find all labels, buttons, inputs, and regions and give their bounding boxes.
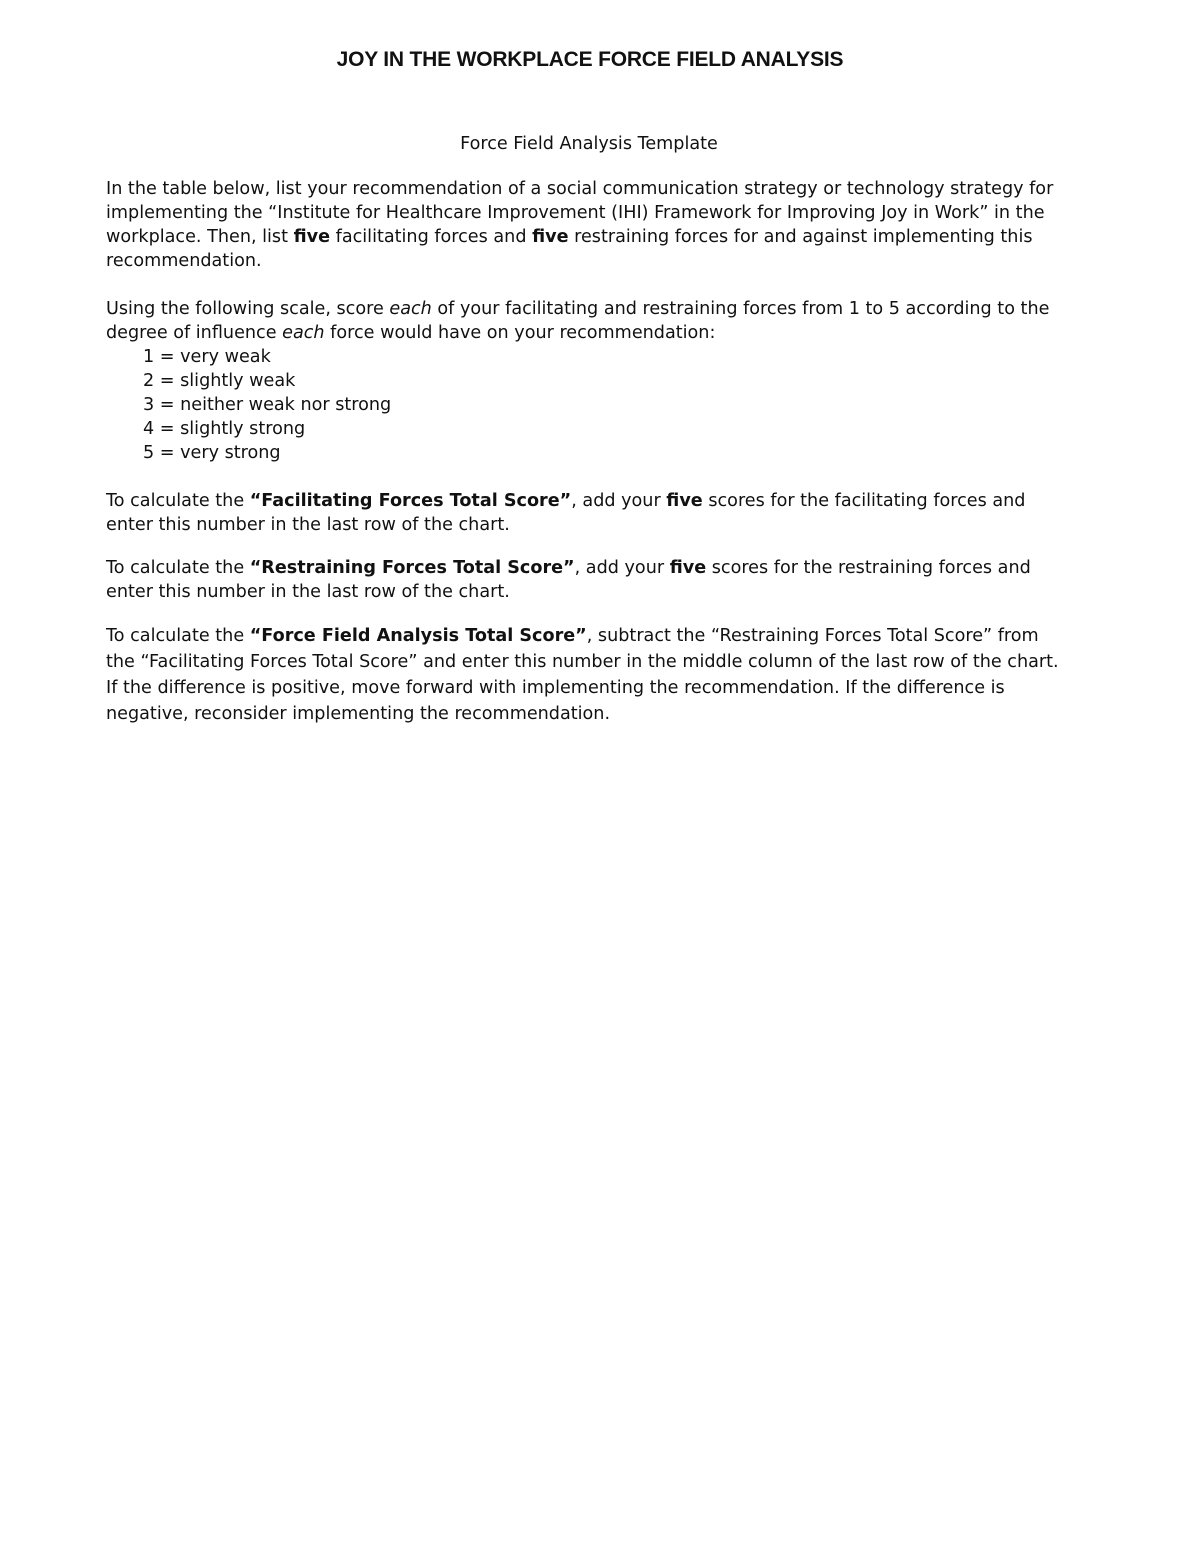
- scale-intro-text-1: Using the following scale, score: [106, 299, 390, 319]
- calc-fac-bold-five: five: [666, 491, 703, 511]
- document-body: [106, 132, 1066, 727]
- scale-intro-text-3: force would have on your recommendation:: [324, 323, 716, 343]
- calc-total-bold-label: “Force Field Analysis Total Score”: [249, 626, 587, 646]
- scale-intro-text-2: of your facilitating and restraining forces from 1 to 5 according to the degree of influence: [106, 299, 1050, 343]
- scale-intro-paragraph: [106, 297, 1066, 345]
- calc-fac-bold-label: “Facilitating Forces Total Score”: [249, 491, 572, 511]
- scale-item: 1 = very weak: [143, 347, 271, 367]
- calc-fac-text-3: scores for the facilitating forces and enter this number in the last row of the chart.: [106, 491, 1026, 535]
- intro-paragraph: [106, 177, 1066, 273]
- calc-restraining-paragraph: [106, 556, 1066, 604]
- intro-text-3: restraining forces for and against implementing this recommendation.: [106, 227, 1033, 271]
- intro-bold-five-1: five: [293, 227, 331, 247]
- scale-item: 2 = slightly weak: [143, 371, 296, 391]
- calc-res-text-1: To calculate the: [106, 558, 250, 578]
- calc-total-paragraph: [106, 623, 1066, 727]
- intro-text-2: facilitating forces and: [330, 227, 533, 247]
- calc-fac-text-1: To calculate the: [106, 491, 250, 511]
- calc-facilitating-paragraph: [106, 489, 1066, 537]
- scale-intro-italic-each-2: each: [282, 323, 325, 343]
- scale-item: 5 = very strong: [143, 443, 281, 463]
- calc-res-bold-five: five: [669, 558, 707, 578]
- document-title: JOY IN THE WORKPLACE FORCE FIELD ANALYSIS: [336, 48, 844, 71]
- scale-item: 4 = slightly strong: [143, 419, 306, 439]
- calc-res-bold-label: “Restraining Forces Total Score”: [249, 558, 575, 578]
- calc-fac-text-2: , add your: [571, 491, 667, 511]
- scale-item: 3 = neither weak nor strong: [143, 395, 392, 415]
- scale-list: [106, 345, 1066, 465]
- document-subtitle: Force Field Analysis Template: [460, 134, 718, 154]
- intro-text-1: In the table below, list your recommendation of a social communication strategy or technology strategy for implementing the “Institute for Healthcare Improvement (IHI) Framework for Improving Joy in Work” in the workplace. Then, list: [106, 179, 1054, 247]
- calc-total-text-2: , subtract the “Restraining Forces Total Score” from the “Facilitating Forces Total Score” and enter this number in the middle column of the last row of the chart. If the difference is positive, move forward with implementing the recommendation. If the difference is negative, reconsider implementing the recommendation.: [106, 626, 1059, 724]
- intro-bold-five-2: five: [532, 227, 569, 247]
- calc-res-text-2: , add your: [574, 558, 670, 578]
- calc-total-text-1: To calculate the: [106, 626, 250, 646]
- scale-intro-italic-each-1: each: [389, 299, 432, 319]
- calc-res-text-3: scores for the restraining forces and enter this number in the last row of the chart.: [106, 558, 1031, 602]
